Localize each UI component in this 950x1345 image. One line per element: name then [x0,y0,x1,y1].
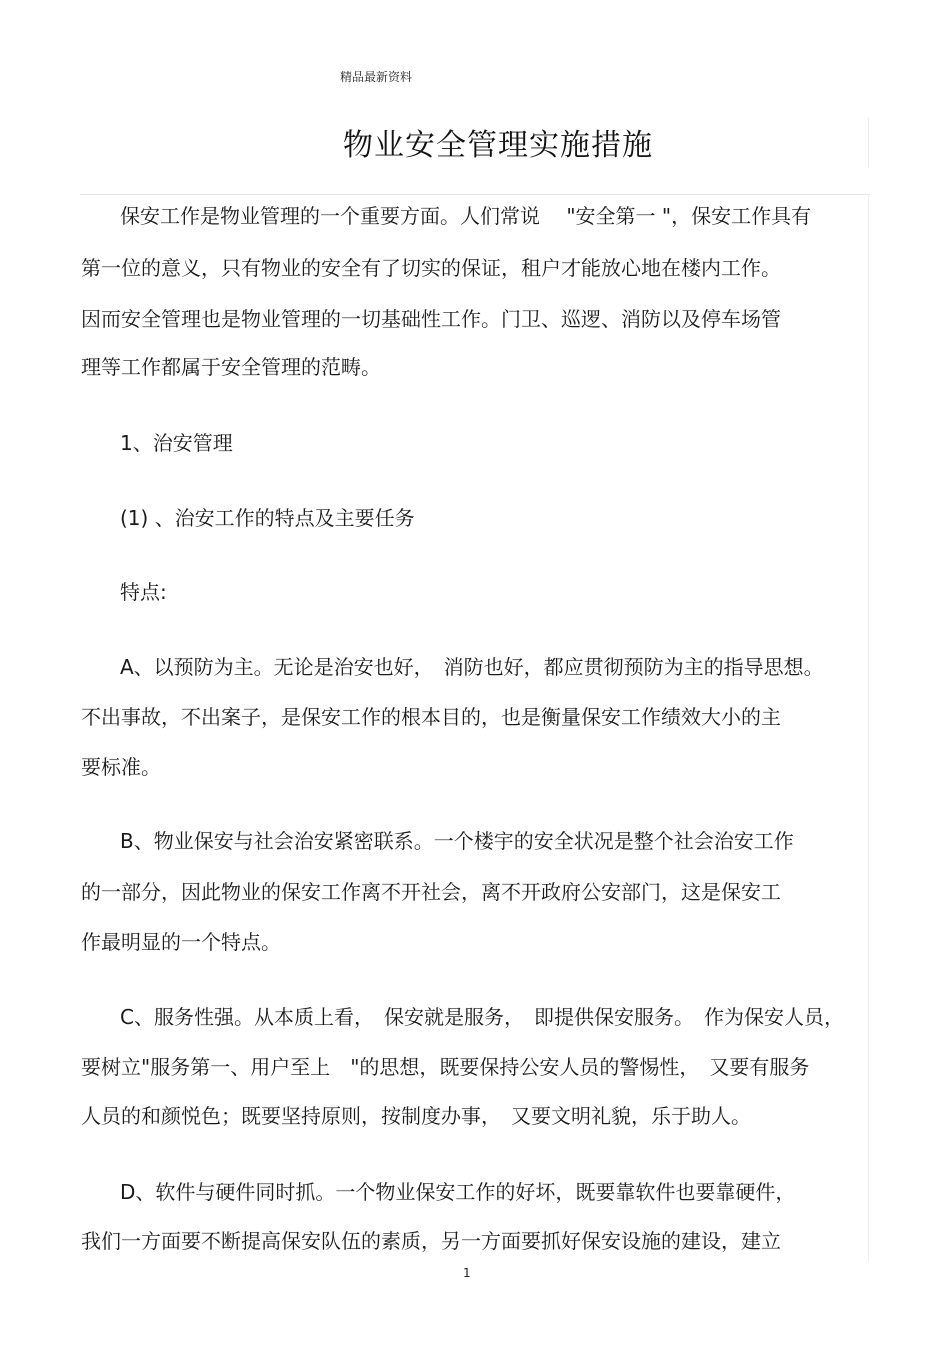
paragraph-line: 理等工作都属于安全管理的范畴。 [81,355,381,379]
document-title: 物业安全管理实施措施 [343,128,653,163]
page-number: 1 [463,1266,471,1280]
paragraph-line: 作最明显的一个特点。 [81,930,281,954]
paragraph-line: 人员的和颜悦色；既要坚持原则，按制度办事， 又要文明礼貌，乐于助人。 [81,1104,751,1128]
margin-rule [868,196,869,1261]
paragraph-line: 保安工作是物业管理的一个重要方面。人们常说 "安全第一 "，保安工作具有 [120,204,812,228]
header-note: 精品最新资料 [340,70,413,84]
paragraph-line: B、物业保安与社会治安紧密联系。一个楼宇的安全状况是整个社会治安工作 [120,829,794,853]
paragraph-line: 第一位的意义，只有物业的安全有了切实的保证，租户才能放心地在楼内工作。 [81,256,781,280]
paragraph-line: 不出事故，不出案子，是保安工作的根本目的，也是衡量保安工作绩效大小的主 [81,705,781,729]
label-text: 特点: [120,580,167,604]
paragraph-line: 的一部分，因此物业的保安工作离不开社会，离不开政府公安部门，这是保安工 [81,880,781,904]
section-heading: 1、治安管理 [120,431,233,455]
paragraph-line: 我们一方面要不断提高保安队伍的素质，另一方面要抓好保安设施的建设，建立 [81,1229,781,1253]
divider-rule [80,194,870,195]
paragraph-line: C、服务性强。从本质上看， 保安就是服务， 即提供保安服务。 作为保安人员， [120,1005,844,1029]
paragraph-line: 要树立"服务第一、用户至上 "的思想，既要保持公安人员的警惕性， 又要有服务 [81,1055,810,1079]
paragraph-line: 要标准。 [81,755,161,779]
paragraph-line: A、以预防为主。无论是治安也好， 消防也好，都应贯彻预防为主的指导思想。 [120,655,824,679]
paragraph-line: D、软件与硬件同时抓。一个物业保安工作的好坏，既要靠软件也要靠硬件， [120,1180,796,1204]
subsection-heading: (1) 、治安工作的特点及主要任务 [120,506,415,530]
paragraph-line: 因而安全管理也是物业管理的一切基础性工作。门卫、巡逻、消防以及停车场管 [81,307,781,331]
